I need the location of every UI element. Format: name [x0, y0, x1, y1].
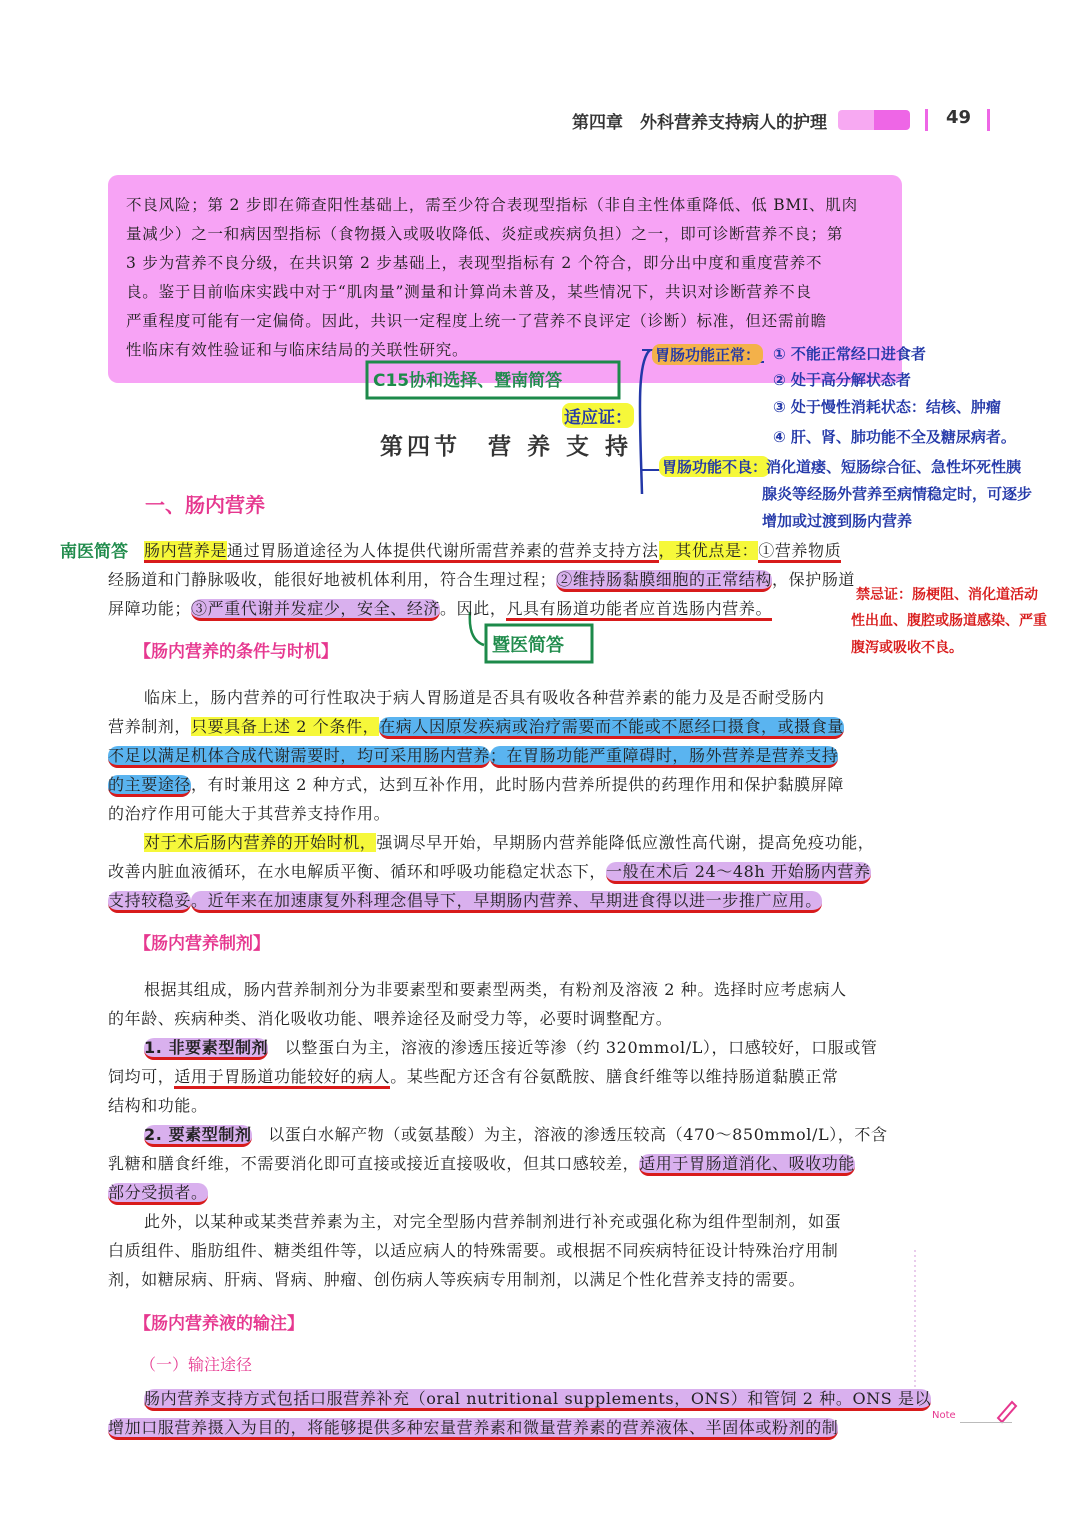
infusion-line: 肠内营养支持方式包括口服营养补充（oral nutritional supplements，ONS）和管饲 2 种。ONS 是以 — [108, 1384, 938, 1413]
infusion-subtitle: （一）输注途径 — [140, 1355, 253, 1374]
conditions-title: 【肠内营养的条件与时机】 — [134, 642, 338, 662]
green-annotation-text: 暨医简答 — [492, 635, 564, 656]
pinkbox-line: 良。鉴于目前临床实践中对于“肌肉量”测量和计算尚未普及，某些情况下，共识对诊断营养不良 — [126, 283, 812, 301]
page-number: 49 — [946, 107, 972, 128]
conditions-line: 的治疗作用可能大于其营养支持作用。 — [108, 804, 391, 823]
contraindication-note: 腹泻或吸收不良。 — [851, 640, 963, 656]
adapt-label: 适应证： — [562, 403, 634, 428]
pinkbox-line: 严重程度可能有一定偏倚。因此，共识一定程度上统一了营养不良评定（诊断）标准，但还需前瞻 — [126, 312, 827, 330]
gi-normal-label: 胃肠功能正常： — [652, 344, 763, 365]
non-elemental-line: 结构和功能。 — [108, 1096, 208, 1115]
subsection-title: 一、肠内营养 — [145, 493, 265, 517]
elemental-line: 部分受损者。 — [108, 1178, 903, 1207]
gi-impaired-line: 消化道瘘、短肠综合征、急性坏死性胰 — [766, 458, 1022, 476]
definition-line: 屏障功能；③严重代谢并发症少，安全、经济。因此，凡具有肠道功能者应首选肠内营养。 — [108, 594, 903, 623]
preparations-title: 【肠内营养制剂】 — [134, 934, 270, 954]
gi-list-item: ④ 肝、肾、肺功能不全及糖尿病者。 — [773, 428, 1016, 446]
elemental-line: 乳糖和膳食纤维，不需要消化即可直接或接近直接吸收，但其口感较差，适用于胃肠道消化、吸收功能 — [108, 1149, 903, 1178]
pinkbox-line: 量减少）之一和病因型指标（食物摄入或吸收降低、炎症或疾病负担）之一，即可诊断营养不良；第 — [126, 225, 844, 243]
gi-list-item: ③ 处于慢性消耗状态：结核、肿瘤 — [773, 398, 1001, 416]
pinkbox-line: 不良风险；第 2 步即在筛查阳性基础上，需至少符合表现型指标（非自主性体重降低、低 BMI、肌肉 — [126, 196, 858, 214]
definition-line: 经肠道和门静脉吸收，能很好地被机体利用，符合生理过程；②维持肠黏膜细胞的正常结构，保护肠道 — [108, 565, 903, 594]
left-margin-note: 南医简答 — [60, 542, 128, 562]
module-line: 白质组件、脂肪组件、糖类组件等，以适应病人的特殊需要。或根据不同疾病特征设计特殊治疗用制 — [108, 1241, 839, 1260]
preparations-line: 根据其组成，肠内营养制剂分为非要素型和要素型两类，有粉剂及溶液 2 种。选择时应考虑病人 — [144, 980, 847, 999]
green-annotation-text: C15协和选择、暨南简答 — [373, 371, 563, 391]
timing-line: 对于术后肠内营养的开始时机，强调尽早开始，早期肠内营养能降低应激性高代谢，提高免疫功能， — [144, 833, 875, 852]
gi-impaired-line: 腺炎等经肠外营养至病情稳定时，可逐步 — [762, 485, 1033, 503]
module-line: 剂，如糖尿病、肝病、肾病、肿瘤、创伤病人等疾病专用制剂，以满足个性化营养支持的需要。 — [108, 1270, 806, 1289]
module-line: 此外，以某种或某类营养素为主，对完全型肠内营养制剂进行补充或强化称为组件型制剂，如蛋 — [144, 1212, 842, 1231]
conditions-line: 临床上，肠内营养的可行性取决于病人胃肠道是否具有吸收各种营养素的能力及是否耐受肠内 — [144, 688, 825, 707]
note-line — [960, 1422, 1012, 1423]
infusion-title: 【肠内营养液的输注】 — [134, 1314, 304, 1334]
conditions-line: 的主要途径，有时兼用这 2 种方式，达到互补作用，此时肠内营养所提供的药理作用和保护黏膜屏障 — [108, 770, 903, 799]
pinkbox-line: 性临床有效性验证和与临床结局的关联性研究。 — [126, 341, 469, 359]
gi-list-item: ② 处于高分解状态者 — [773, 371, 911, 389]
gi-impaired-label: 胃肠功能不良： — [659, 456, 770, 477]
contraindication-note: 禁忌证：肠梗阻、消化道活动 — [856, 587, 1038, 603]
gi-impaired-line: 增加或过渡到肠内营养 — [762, 512, 913, 530]
pencil-icon — [998, 1402, 1016, 1422]
timing-line: 支持较稳妥。近年来在加速康复外科理念倡导下，早期肠内营养、早期进食得以进一步推广应用。 — [108, 886, 903, 915]
gi-list-item: ① 不能正常经口进食者 — [773, 345, 926, 363]
pinkbox-line: 3 步为营养不良分级，在共识第 2 步基础上，表现型指标有 2 个符合，即分出中度和重度营养不 — [126, 254, 823, 272]
infusion-line: 增加口服营养摄入为目的，将能够提供多种宏量营养素和微量营养素的营养液体、半固体或粉剂的制 — [108, 1413, 903, 1442]
timing-line: 改善内脏血液循环，在水电解质平衡、循环和呼吸功能稳定状态下，一般在术后 24～48h 开始肠内营养 — [108, 857, 903, 886]
conditions-line: 不足以满足机体合成代谢需要时，均可采用肠内营养；在胃肠功能严重障碍时，肠外营养是营养支持 — [108, 741, 903, 770]
brace-stroke — [640, 350, 650, 494]
non-elemental-line: 饲均可，适用于胃肠道功能较好的病人。某些配方还含有谷氨酰胺、膳食纤维等以维持肠道黏膜正常 — [108, 1062, 903, 1091]
section-title: 第四节 营 养 支 持 — [380, 434, 633, 460]
note-label: Note — [932, 1410, 956, 1421]
contraindication-note: 性出血、腹腔或肠道感染、严重 — [851, 613, 1047, 629]
chapter-title: 第四章 外科营养支持病人的护理 — [572, 113, 827, 133]
non-elemental-line: 1. 非要素型制剂 以整蛋白为主，溶液的渗透压接近等渗（约 320mmol/L），口感较好，口服或管 — [108, 1033, 903, 1062]
conditions-line: 营养制剂，只要具备上述 2 个条件，在病人因原发疾病或治疗需要而不能或不愿经口摄食，或摄食量 — [108, 712, 903, 741]
preparations-line: 的年龄、疾病种类、消化吸收功能、喂养途径及耐受力等，必要时调整配方。 — [108, 1009, 673, 1028]
elemental-line: 2. 要素型制剂 以蛋白水解产物（或氨基酸）为主，溶液的渗透压较高（470～850mmol/L），不含 — [108, 1120, 903, 1149]
definition-line: 肠内营养是通过胃肠道途径为人体提供代谢所需营养素的营养支持方法，其优点是：①营养物质 — [108, 536, 903, 565]
